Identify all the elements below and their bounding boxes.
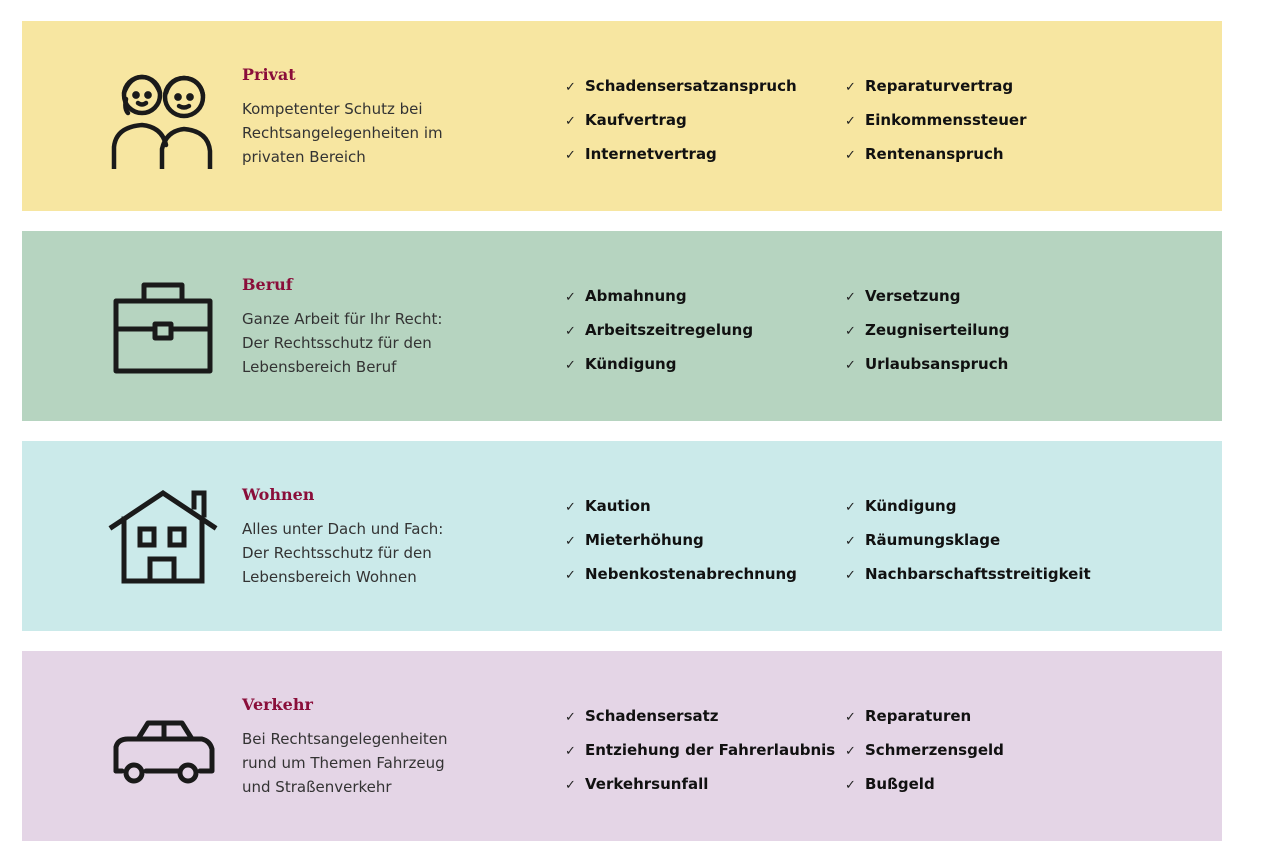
list-item: ✓ Schmerzensgeld <box>845 738 1004 772</box>
people-icon <box>108 69 218 169</box>
category-title: Privat <box>242 65 296 84</box>
list-item: ✓ Mieterhöhung <box>565 528 797 562</box>
list-item: ✓ Versetzung <box>845 284 1010 318</box>
list-item: ✓ Kündigung <box>845 494 1091 528</box>
category-description: Kompetenter Schutz bei Rechtsangelegenheiten im privaten Bereich <box>242 100 443 166</box>
list-item: ✓ Verkehrsunfall <box>565 772 835 806</box>
checkmark-icon: ✓ <box>565 80 576 95</box>
list-item: ✓ Räumungsklage <box>845 528 1091 562</box>
category-description: Alles unter Dach und Fach: Der Rechtsschutz für den Lebensbereich Wohnen <box>242 520 444 586</box>
checkmark-icon: ✓ <box>845 534 856 549</box>
category-title: Verkehr <box>242 695 313 714</box>
checkmark-icon: ✓ <box>845 500 856 515</box>
checkmark-icon: ✓ <box>565 500 576 515</box>
list-item: ✓ Zeugniserteilung <box>845 318 1010 352</box>
car-icon <box>108 699 218 799</box>
list-item: ✓ Nebenkostenabrechnung <box>565 562 797 596</box>
checkmark-icon: ✓ <box>845 290 856 305</box>
feature-list-right <box>845 494 1091 596</box>
checkmark-icon: ✓ <box>845 744 856 759</box>
feature-list-left <box>565 74 797 176</box>
checkmark-icon: ✓ <box>845 114 856 129</box>
list-item: ✓ Schadensersatzanspruch <box>565 74 797 108</box>
list-item: ✓ Internetvertrag <box>565 142 797 176</box>
checkmark-icon: ✓ <box>845 324 856 339</box>
category-card-wohnen <box>22 441 1222 631</box>
list-item: ✓ Kaution <box>565 494 797 528</box>
checkmark-icon: ✓ <box>565 534 576 549</box>
checkmark-icon: ✓ <box>845 710 856 725</box>
briefcase-icon <box>108 279 218 379</box>
list-item: ✓ Kündigung <box>565 352 753 386</box>
feature-list-right <box>845 704 1004 806</box>
checkmark-icon: ✓ <box>565 114 576 129</box>
category-description: Bei Rechtsangelegenheiten rund um Themen Fahrzeug und Straßenverkehr <box>242 730 448 796</box>
list-item: ✓ Bußgeld <box>845 772 1004 806</box>
list-item: ✓ Schadensersatz <box>565 704 835 738</box>
list-item: ✓ Einkommenssteuer <box>845 108 1027 142</box>
list-item: ✓ Arbeitszeitregelung <box>565 318 753 352</box>
checkmark-icon: ✓ <box>565 710 576 725</box>
feature-list-right <box>845 74 1027 176</box>
checkmark-icon: ✓ <box>565 744 576 759</box>
list-item: ✓ Kaufvertrag <box>565 108 797 142</box>
list-item: ✓ Reparaturen <box>845 704 1004 738</box>
category-card-privat <box>22 21 1222 211</box>
checkmark-icon: ✓ <box>845 80 856 95</box>
feature-list-left <box>565 284 753 386</box>
list-item: ✓ Abmahnung <box>565 284 753 318</box>
feature-list-left <box>565 704 835 806</box>
category-title: Wohnen <box>242 485 315 504</box>
category-title: Beruf <box>242 275 293 294</box>
list-item: ✓ Nachbarschaftsstreitigkeit <box>845 562 1091 596</box>
category-card-beruf <box>22 231 1222 421</box>
checkmark-icon: ✓ <box>565 290 576 305</box>
checkmark-icon: ✓ <box>565 324 576 339</box>
checkmark-icon: ✓ <box>845 148 856 163</box>
checkmark-icon: ✓ <box>845 568 856 583</box>
checkmark-icon: ✓ <box>565 778 576 793</box>
feature-list-right <box>845 284 1010 386</box>
checkmark-icon: ✓ <box>565 358 576 373</box>
list-item: ✓ Reparaturvertrag <box>845 74 1027 108</box>
checkmark-icon: ✓ <box>565 148 576 163</box>
house-icon <box>108 489 218 589</box>
category-card-verkehr <box>22 651 1222 841</box>
list-item: ✓ Rentenanspruch <box>845 142 1027 176</box>
checkmark-icon: ✓ <box>565 568 576 583</box>
list-item: ✓ Urlaubsanspruch <box>845 352 1010 386</box>
category-description: Ganze Arbeit für Ihr Recht: Der Rechtsschutz für den Lebensbereich Beruf <box>242 310 443 376</box>
feature-list-left <box>565 494 797 596</box>
list-item: ✓ Entziehung der Fahrerlaubnis <box>565 738 835 772</box>
checkmark-icon: ✓ <box>845 778 856 793</box>
checkmark-icon: ✓ <box>845 358 856 373</box>
